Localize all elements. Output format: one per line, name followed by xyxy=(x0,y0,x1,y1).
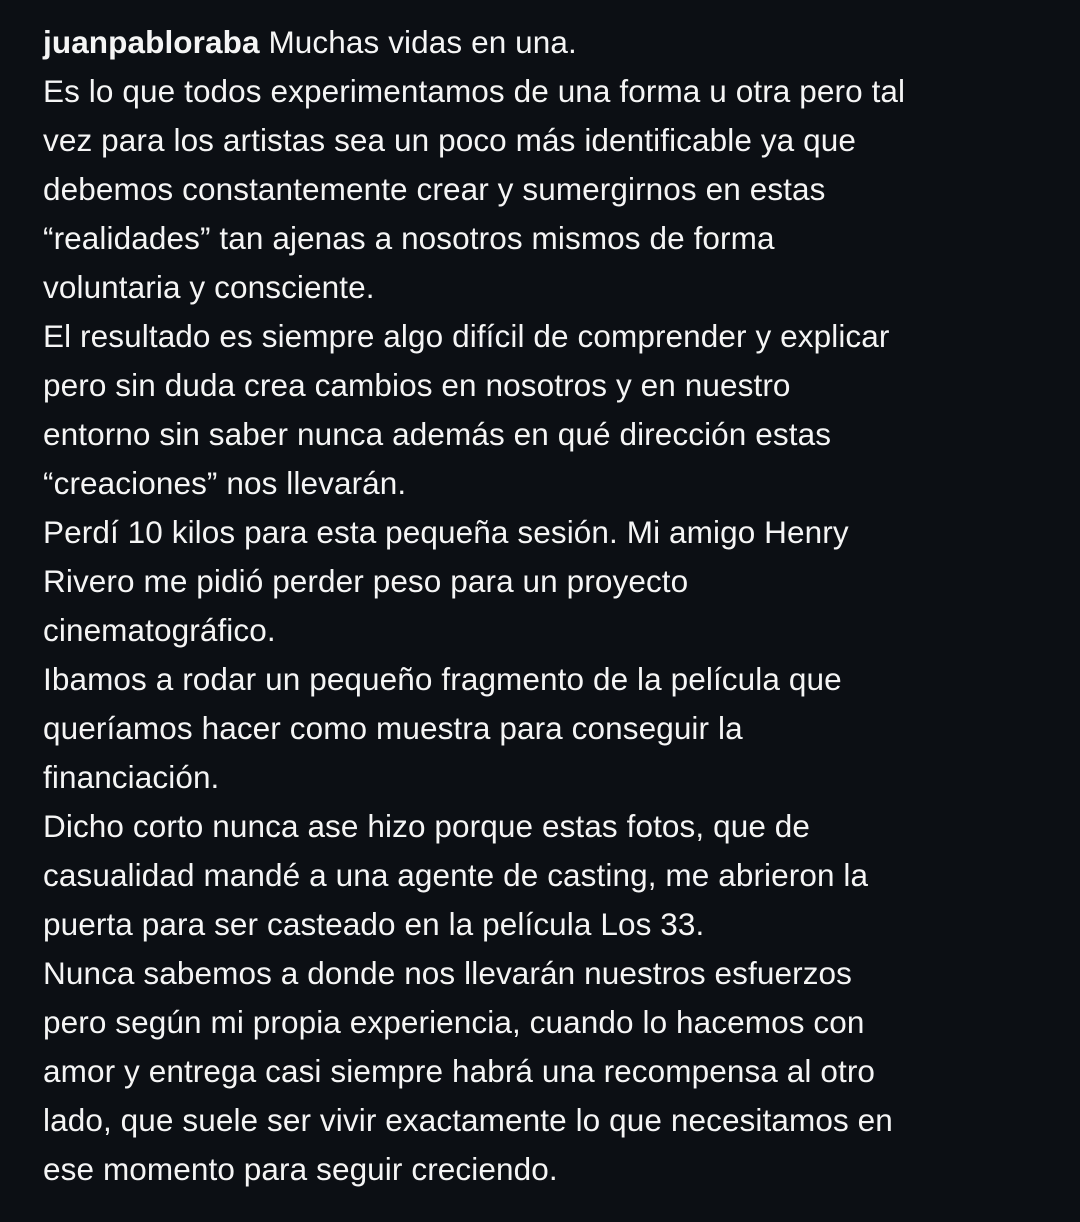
caption-line: amor y entrega casi siempre habrá una recompensa al otro xyxy=(43,1053,876,1089)
caption-line: casualidad mandé a una agente de casting, me abrieron la xyxy=(43,857,869,893)
caption-text: Muchas vidas en una. xyxy=(268,24,577,60)
username-link[interactable]: juanpabloraba xyxy=(43,24,260,60)
caption-line: Dicho corto nunca ase hizo porque estas fotos, que de xyxy=(43,808,811,844)
caption-line: “realidades” tan ajenas a nosotros mismos de forma xyxy=(43,220,775,256)
caption-line: entorno sin saber nunca además en qué dirección estas xyxy=(43,416,832,452)
caption-line: Nunca sabemos a donde nos llevarán nuestros esfuerzos xyxy=(43,955,853,991)
caption-line: debemos constantemente crear y sumergirnos en estas xyxy=(43,171,826,207)
caption-line: voluntaria y consciente. xyxy=(43,269,375,305)
caption-line: “creaciones” nos llevarán. xyxy=(43,465,407,501)
caption-line: ese momento para seguir creciendo. xyxy=(43,1151,558,1187)
caption-line: Ibamos a rodar un pequeño fragmento de la película que xyxy=(43,661,842,697)
post-caption xyxy=(43,18,1043,1194)
caption-line: pero según mi propia experiencia, cuando lo hacemos con xyxy=(43,1004,865,1040)
caption-line: puerta para ser casteado en la película Los 33. xyxy=(43,906,705,942)
caption-line: lado, que suele ser vivir exactamente lo que necesitamos en xyxy=(43,1102,893,1138)
caption-line: El resultado es siempre algo difícil de comprender y explicar xyxy=(43,318,890,354)
caption-line: financiación. xyxy=(43,759,220,795)
caption-line: cinematográfico. xyxy=(43,612,276,648)
caption-line: queríamos hacer como muestra para conseguir la xyxy=(43,710,743,746)
caption-line: Rivero me pidió perder peso para un proyecto xyxy=(43,563,689,599)
caption-line: Perdí 10 kilos para esta pequeña sesión. Mi amigo Henry xyxy=(43,514,849,550)
caption-line: vez para los artistas sea un poco más identificable ya que xyxy=(43,122,857,158)
caption-line: pero sin duda crea cambios en nosotros y en nuestro xyxy=(43,367,791,403)
caption-line xyxy=(43,18,1043,67)
caption-line: Es lo que todos experimentamos de una forma u otra pero tal xyxy=(43,73,906,109)
